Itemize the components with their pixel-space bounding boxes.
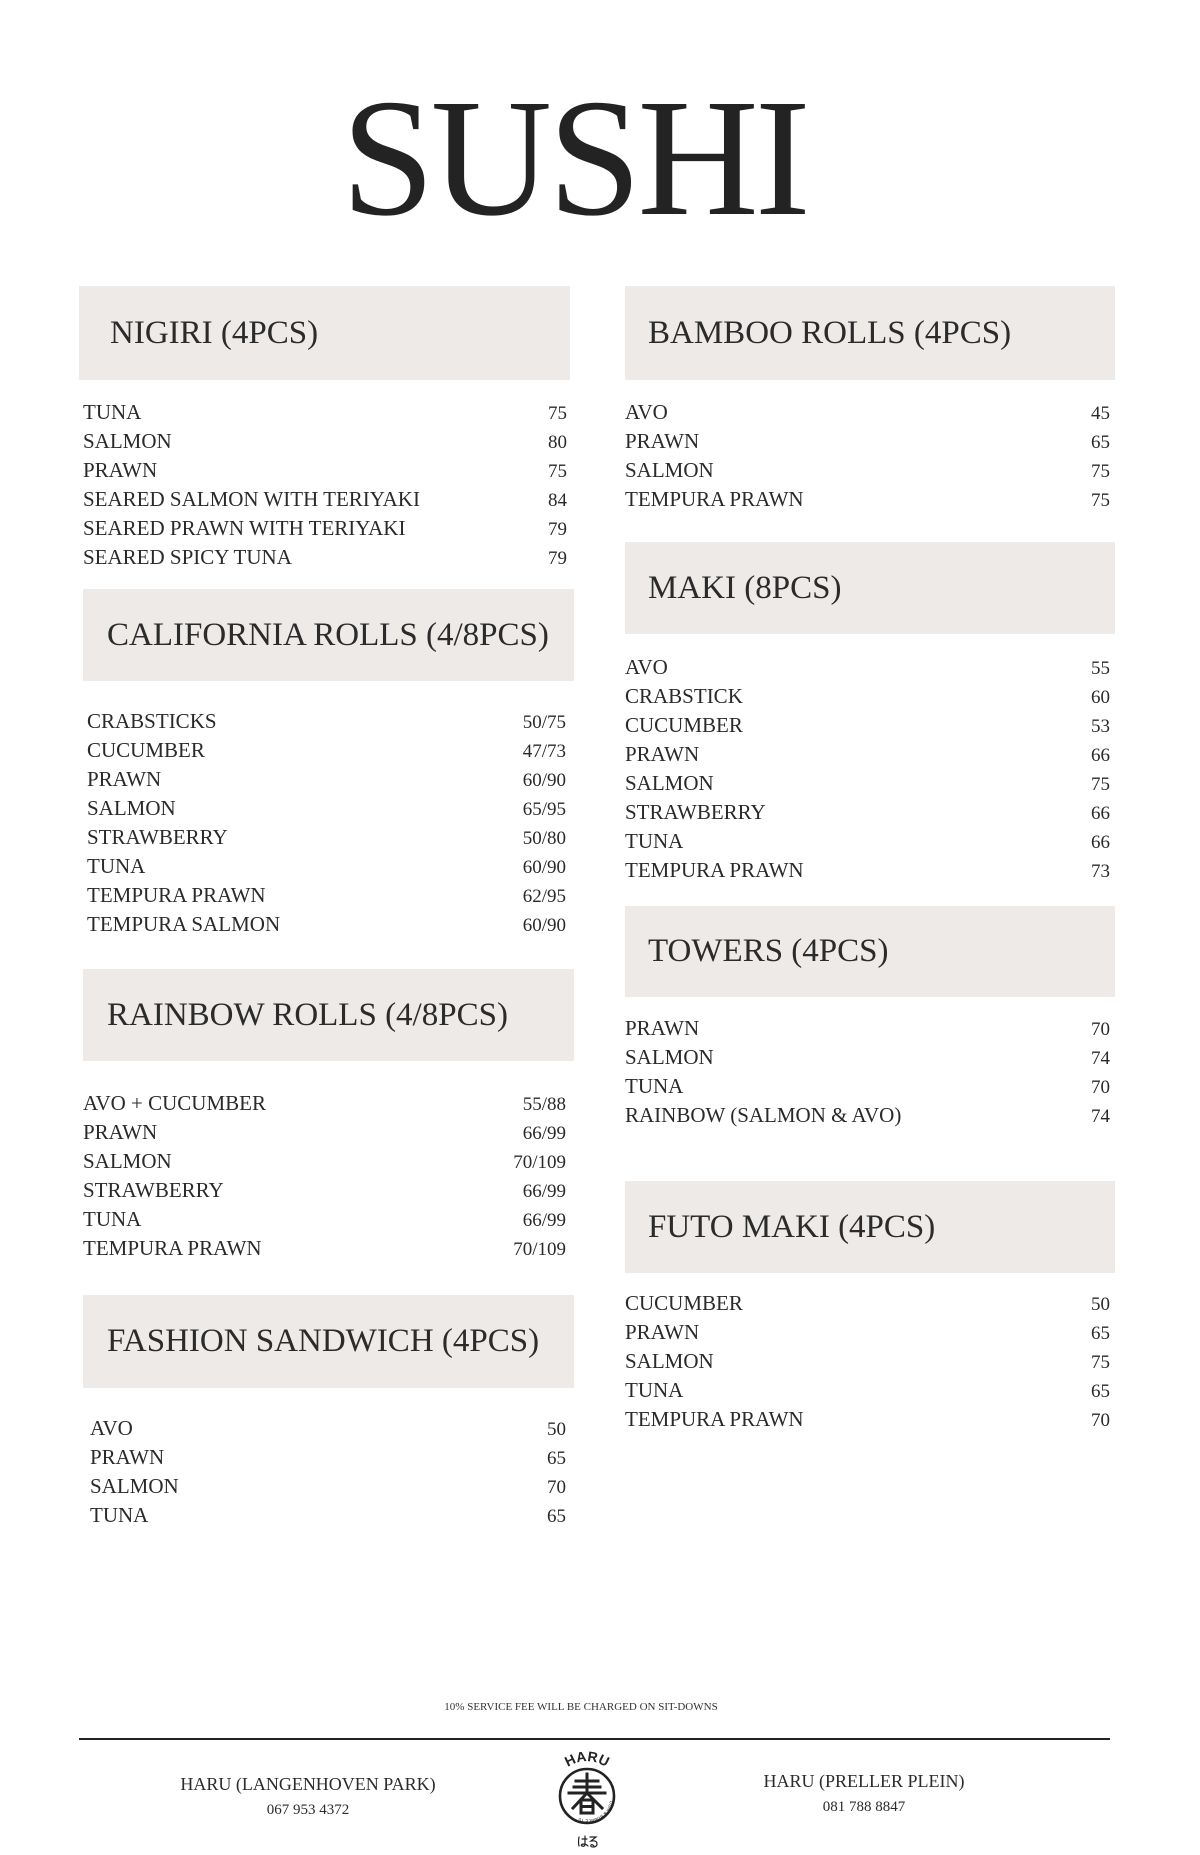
location-preller-plein — [664, 1769, 1064, 1818]
menu-item — [625, 827, 1110, 856]
menu-item — [83, 427, 567, 456]
section-heading-rainbow-rolls — [83, 969, 574, 1061]
menu-item — [625, 1347, 1110, 1376]
location-phone: 081 788 8847 — [822, 1799, 906, 1815]
item-name: CRABSTICK — [625, 684, 743, 708]
item-price: 65 — [547, 1448, 566, 1469]
item-name: SALMON — [87, 796, 176, 820]
item-list-california-rolls — [87, 707, 566, 939]
item-name: SALMON — [90, 1474, 179, 1498]
section-heading-text: FASHION SANDWICH (4PCS) — [107, 1323, 540, 1359]
menu-item — [90, 1472, 566, 1501]
item-name: PRAWN — [625, 742, 700, 766]
menu-item — [625, 427, 1110, 456]
item-name: SALMON — [625, 458, 714, 482]
menu-item — [83, 485, 567, 514]
item-price: 65/95 — [522, 799, 566, 820]
menu-item — [625, 456, 1110, 485]
item-price: 50 — [547, 1419, 566, 1440]
item-name: TEMPURA PRAWN — [87, 883, 266, 907]
item-price: 60/90 — [522, 915, 566, 936]
menu-item — [83, 1118, 566, 1147]
item-name: SALMON — [625, 1349, 714, 1373]
item-name: TUNA — [87, 854, 146, 878]
location-name: HARU (PRELLER PLEIN) — [763, 1771, 965, 1791]
section-heading-text: RAINBOW ROLLS (4/8PCS) — [107, 996, 508, 1033]
item-name: AVO — [625, 400, 668, 424]
item-price: 60/90 — [522, 770, 566, 791]
item-name: AVO — [625, 655, 668, 679]
item-price: 80 — [548, 432, 567, 453]
item-price: 84 — [548, 490, 567, 511]
section-heading-text: FUTO MAKI (4PCS) — [648, 1208, 936, 1245]
section-heading-nigiri — [79, 286, 570, 380]
menu-item — [625, 798, 1110, 827]
item-price: 55 — [1091, 658, 1110, 679]
item-price: 50/80 — [522, 828, 566, 849]
logo-name: HARU — [562, 1750, 612, 1770]
footer-divider — [79, 1738, 1110, 1740]
item-name: TUNA — [90, 1503, 149, 1527]
item-name: TEMPURA PRAWN — [625, 858, 804, 882]
item-price: 79 — [548, 548, 567, 569]
item-list-nigiri — [83, 398, 567, 572]
item-price: 60/90 — [522, 857, 566, 878]
page-title: SUSHI — [341, 65, 807, 251]
menu-item — [87, 794, 566, 823]
item-price: 60 — [1091, 687, 1110, 708]
item-name: PRAWN — [83, 1120, 158, 1144]
item-name: PRAWN — [625, 1016, 700, 1040]
item-name: TUNA — [625, 1378, 684, 1402]
item-name: PRAWN — [87, 767, 162, 791]
menu-item — [87, 765, 566, 794]
item-name: TUNA — [83, 1207, 142, 1231]
section-heading-fashion-sandwich — [83, 1295, 574, 1388]
menu-item — [90, 1414, 566, 1443]
menu-item — [83, 398, 567, 427]
item-name: TEMPURA PRAWN — [625, 487, 804, 511]
menu-item — [83, 1089, 566, 1118]
menu-item — [83, 514, 567, 543]
section-heading-text: BAMBOO ROLLS (4PCS) — [648, 314, 1012, 351]
item-price: 75 — [1091, 490, 1110, 511]
item-price: 74 — [1091, 1048, 1110, 1069]
section-heading-text: CALIFORNIA ROLLS (4/8PCS) — [107, 616, 549, 653]
section-heading-futo-maki — [625, 1181, 1115, 1273]
menu-item — [87, 823, 566, 852]
menu-item — [625, 769, 1110, 798]
menu-item — [83, 1234, 566, 1263]
item-price: 65 — [1091, 1381, 1110, 1402]
item-name: TUNA — [625, 829, 684, 853]
location-name: HARU (LANGENHOVEN PARK) — [180, 1774, 436, 1794]
item-price: 55/88 — [522, 1094, 566, 1115]
menu-item — [83, 543, 567, 572]
item-name: PRAWN — [90, 1445, 165, 1469]
item-price: 75 — [1091, 774, 1110, 795]
location-phone: 067 953 4372 — [266, 1802, 350, 1818]
item-price: 53 — [1091, 716, 1110, 737]
menu-item — [625, 1043, 1110, 1072]
item-price: 79 — [548, 519, 567, 540]
item-list-futo-maki — [625, 1289, 1110, 1434]
item-price: 50/75 — [522, 712, 566, 733]
item-price: 65 — [1091, 432, 1110, 453]
menu-item — [625, 1405, 1110, 1434]
item-price: 70 — [1091, 1077, 1110, 1098]
item-name: TEMPURA PRAWN — [83, 1236, 262, 1260]
section-heading-california-rolls — [83, 589, 574, 681]
item-price: 62/95 — [522, 886, 566, 907]
item-name: SALMON — [83, 1149, 172, 1173]
item-name: CUCUMBER — [625, 713, 743, 737]
menu-item — [625, 1101, 1110, 1130]
item-price: 74 — [1091, 1106, 1110, 1127]
menu-item — [90, 1443, 566, 1472]
menu-item — [87, 707, 566, 736]
item-list-fashion-sandwich — [90, 1414, 566, 1530]
menu-item — [83, 456, 567, 485]
item-price: 70 — [1091, 1410, 1110, 1431]
item-price: 47/73 — [522, 741, 566, 762]
item-name: STRAWBERRY — [625, 800, 766, 824]
item-list-bamboo-rolls — [625, 398, 1110, 514]
menu-item — [625, 856, 1110, 885]
section-heading-towers — [625, 906, 1115, 997]
item-name: SALMON — [83, 429, 172, 453]
item-name: AVO — [90, 1416, 133, 1440]
menu-item — [87, 881, 566, 910]
menu-item — [625, 1014, 1110, 1043]
menu-item — [625, 1376, 1110, 1405]
svg-text:HARU — [562, 1750, 612, 1770]
item-name: PRAWN — [625, 429, 700, 453]
item-name: CUCUMBER — [87, 738, 205, 762]
logo-tagline: USHI & BUBBLE TE — [577, 1800, 615, 1824]
item-price: 70/109 — [513, 1239, 566, 1260]
item-name: TEMPURA PRAWN — [625, 1407, 804, 1431]
item-price: 65 — [1091, 1323, 1110, 1344]
item-name: SALMON — [625, 771, 714, 795]
item-name: CUCUMBER — [625, 1291, 743, 1315]
item-price: 66 — [1091, 803, 1110, 824]
section-heading-bamboo-rolls — [625, 286, 1115, 380]
item-list-maki — [625, 653, 1110, 885]
item-price: 73 — [1091, 861, 1110, 882]
menu-item — [625, 1072, 1110, 1101]
item-price: 75 — [1091, 1352, 1110, 1373]
menu-item — [90, 1501, 566, 1530]
menu-item — [83, 1205, 566, 1234]
item-name: AVO + CUCUMBER — [83, 1091, 266, 1115]
menu-item — [87, 852, 566, 881]
service-fee-note: 10% SERVICE FEE WILL BE CHARGED ON SIT-DOWNS — [444, 1701, 718, 1713]
location-langenhoven-park — [108, 1772, 508, 1821]
section-heading-text: NIGIRI (4PCS) — [110, 314, 319, 351]
menu-item — [625, 711, 1110, 740]
item-name: RAINBOW (SALMON & AVO) — [625, 1103, 902, 1127]
item-price: 66 — [1091, 745, 1110, 766]
item-name: PRAWN — [625, 1320, 700, 1344]
item-name: STRAWBERRY — [83, 1178, 224, 1202]
menu-item — [83, 1147, 566, 1176]
menu-item — [625, 682, 1110, 711]
item-price: 70 — [547, 1477, 566, 1498]
item-price: 75 — [548, 461, 567, 482]
menu-item — [625, 1289, 1110, 1318]
item-price: 66/99 — [522, 1181, 566, 1202]
section-heading-text: MAKI (8PCS) — [648, 569, 842, 606]
item-name: SEARED PRAWN WITH TERIYAKI — [83, 516, 406, 540]
item-name: CRABSTICKS — [87, 709, 217, 733]
item-price: 66 — [1091, 832, 1110, 853]
item-price: 66/99 — [522, 1123, 566, 1144]
menu-item — [625, 398, 1110, 427]
item-name: TUNA — [83, 400, 142, 424]
section-heading-maki — [625, 542, 1115, 634]
menu-item — [87, 910, 566, 939]
item-list-rainbow-rolls — [83, 1089, 566, 1263]
item-name: TEMPURA SALMON — [87, 912, 281, 936]
menu-item — [83, 1176, 566, 1205]
item-list-towers — [625, 1014, 1110, 1130]
menu-item — [625, 653, 1110, 682]
item-price: 75 — [548, 403, 567, 424]
menu-item — [625, 1318, 1110, 1347]
item-price: 66/99 — [522, 1210, 566, 1231]
section-heading-text: TOWERS (4PCS) — [648, 933, 889, 969]
item-name: SEARED SALMON WITH TERIYAKI — [83, 487, 420, 511]
menu-item — [625, 740, 1110, 769]
item-name: SALMON — [625, 1045, 714, 1069]
item-name: STRAWBERRY — [87, 825, 228, 849]
item-price: 70 — [1091, 1019, 1110, 1040]
item-price: 45 — [1091, 403, 1110, 424]
item-price: 50 — [1091, 1294, 1110, 1315]
item-name: TUNA — [625, 1074, 684, 1098]
item-price: 70/109 — [513, 1152, 566, 1173]
haru-logo-icon — [545, 1750, 629, 1850]
menu-item — [625, 485, 1110, 514]
item-price: 75 — [1091, 461, 1110, 482]
menu-item — [87, 736, 566, 765]
item-name: SEARED SPICY TUNA — [83, 545, 292, 569]
item-price: 65 — [547, 1506, 566, 1527]
item-name: PRAWN — [83, 458, 158, 482]
